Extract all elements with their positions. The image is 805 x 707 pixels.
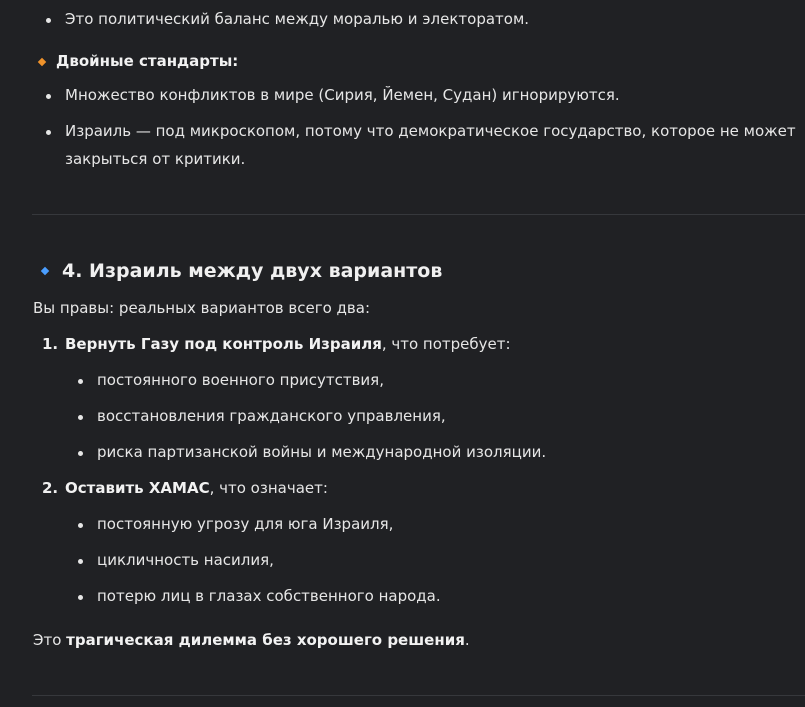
option-text bbox=[65, 479, 328, 497]
orange-diamond-icon bbox=[38, 58, 46, 66]
bullet-dot bbox=[46, 130, 51, 135]
sub-list-item: цикличность насилия, bbox=[97, 551, 274, 569]
option-rest: , что потребует: bbox=[381, 335, 511, 353]
blue-diamond-icon bbox=[41, 267, 49, 275]
sub-bullet-dot bbox=[78, 595, 83, 600]
double-standards-title: Двойные стандарты: bbox=[56, 52, 239, 70]
list-item-continuation: закрыться от критики. bbox=[65, 150, 246, 168]
sub-list-item: постоянного военного присутствия, bbox=[97, 371, 384, 389]
sub-bullet-dot bbox=[78, 451, 83, 456]
sub-list-item: потерю лиц в глазах собственного народа. bbox=[97, 587, 441, 605]
sub-list-item: восстановления гражданского управления, bbox=[97, 407, 446, 425]
conclusion-bold: трагическая дилемма без хорошего решения bbox=[66, 631, 465, 649]
list-item: Израиль — под микроскопом, потому что демократическое государство, которое не может bbox=[65, 122, 796, 140]
option-number: 2. bbox=[42, 479, 59, 497]
option-rest: , что означает: bbox=[209, 479, 328, 497]
sub-bullet-dot bbox=[78, 379, 83, 384]
divider bbox=[32, 214, 805, 215]
option-number: 1. bbox=[42, 335, 59, 353]
divider bbox=[32, 695, 805, 696]
section-intro: Вы правы: реальных вариантов всего два: bbox=[33, 299, 371, 317]
sub-bullet-dot bbox=[78, 523, 83, 528]
conclusion-suffix: . bbox=[464, 631, 470, 649]
option-text bbox=[65, 335, 511, 353]
sub-bullet-dot bbox=[78, 559, 83, 564]
conclusion-prefix: Это bbox=[33, 631, 67, 649]
bullet-dot bbox=[46, 18, 51, 23]
section-heading: 4. Израиль между двух вариантов bbox=[62, 260, 443, 282]
option-bold: Вернуть Газу под контроль Израиля bbox=[65, 335, 382, 353]
sub-list-item: риска партизанской войны и международной изоляции. bbox=[97, 443, 547, 461]
option-bold: Оставить ХАМАС bbox=[65, 479, 210, 497]
bullet-dot bbox=[46, 94, 51, 99]
sub-bullet-dot bbox=[78, 415, 83, 420]
list-item: Множество конфликтов в мире (Сирия, Йемен, Судан) игнорируются. bbox=[65, 86, 620, 104]
sub-list-item: постоянную угрозу для юга Израиля, bbox=[97, 515, 394, 533]
list-item: Это политический баланс между моралью и электоратом. bbox=[65, 10, 530, 28]
conclusion bbox=[33, 631, 470, 649]
